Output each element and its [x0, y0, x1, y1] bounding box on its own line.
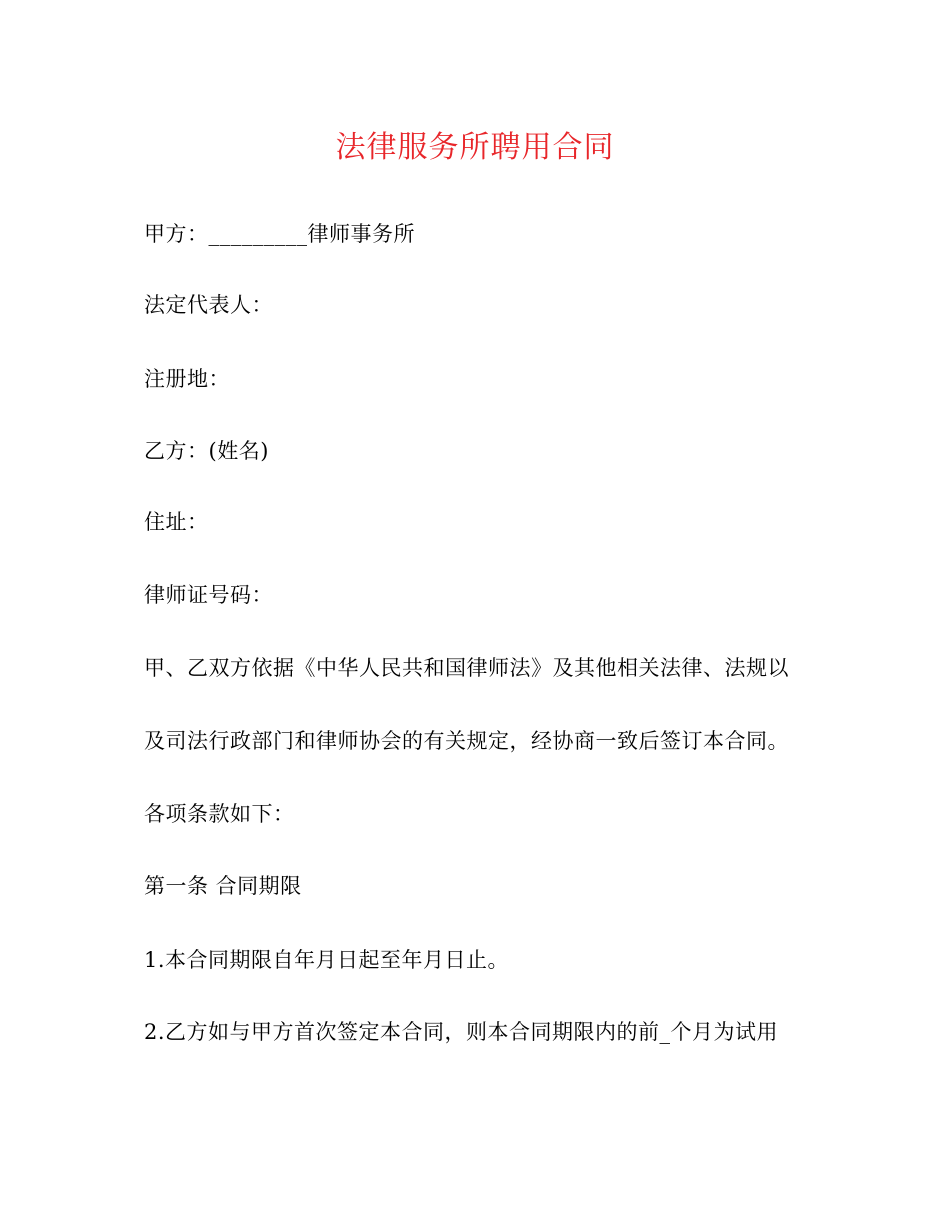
terms-intro-line: 各项条款如下：	[144, 802, 295, 826]
legal-representative-line: 法定代表人：	[144, 293, 273, 317]
party-a-line: 甲方：_________律师事务所	[144, 222, 415, 246]
preamble-line-1: 甲、乙双方依据《中华人民共和国律师法》及其他相关法律、法规以	[144, 656, 789, 680]
preamble-line-2: 及司法行政部门和律师协会的有关规定，经协商一致后签订本合同。	[144, 729, 789, 753]
lawyer-license-line: 律师证号码：	[144, 583, 273, 607]
clause-1-2: 2.乙方如与甲方首次签定本合同，则本合同期限内的前_个月为试用	[144, 1020, 779, 1044]
address-line: 住址：	[144, 510, 209, 534]
party-b-line: 乙方：(姓名)	[144, 439, 269, 463]
document-title: 法律服务所聘用合同	[335, 130, 615, 165]
clause-1-1: 1.本合同期限自年月日起至年月日止。	[144, 948, 510, 972]
article-1-heading: 第一条 合同期限	[144, 874, 302, 898]
registered-address-line: 注册地：	[144, 367, 230, 391]
